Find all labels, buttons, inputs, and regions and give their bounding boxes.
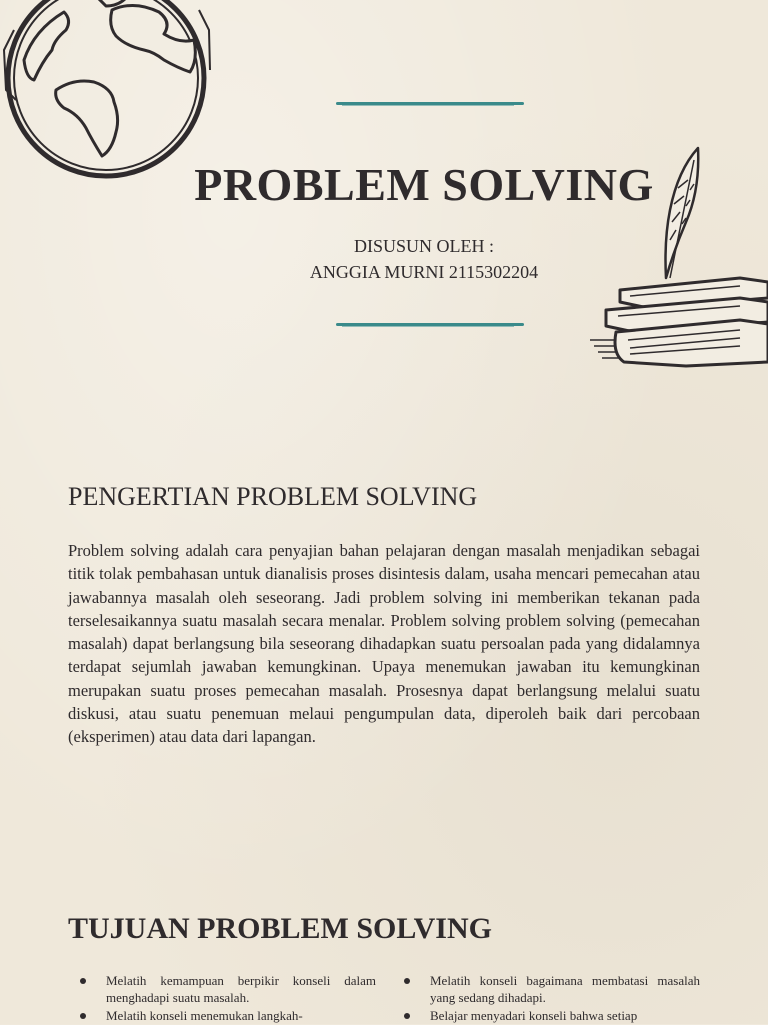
author-block: [0, 233, 768, 285]
list-item: Melatih konseli bagaimana membatasi masalah yang sedang dihadapi.: [430, 973, 700, 1005]
tujuan-list-right: [430, 972, 700, 1025]
page-title: PROBLEM SOLVING: [194, 159, 654, 210]
pengertian-paragraph: Problem solving adalah cara penyajian bahan pelajaran dengan masalah menjadikan sebagai titik tolak pembahasan untuk dianalisis proses disintesis dalam, usaha mencari pemecahan atau jawabannya masalah oleh seseorang. Jadi problem solving ini memberikan tekanan pada terselesaikannya suatu masalah secara menalar. Problem solving problem solving (pemecahan masalah) dapat berlangsung bila seseorang dihadapkan suatu persoalan pada yang didalamnya terdapat sejumlah jawaban kemungkinan. Upaya menemukan jawaban itu kemungkinan merupakan suatu proses pemecahan masalah. Prosesnya dapat berlangsung melalui suatu diskusi, atau suatu penemuan melaui pengumpulan data, diperoleh baik dari percobaan (eksperimen) atau data dari lapangan.: [68, 541, 700, 747]
section-heading-pengertian: PENGERTIAN PROBLEM SOLVING: [68, 482, 478, 511]
author-label: DISUSUN OLEH :: [353, 236, 494, 256]
list-item: Melatih konseli menemukan langkah-: [106, 1007, 376, 1024]
decorative-line-bottom: [336, 323, 524, 326]
author-name: ANGGIA MURNI 2115302204: [309, 262, 539, 282]
decorative-line-top: [336, 102, 524, 105]
list-item: Belajar menyadari konseli bahwa setiap: [430, 1007, 700, 1024]
tujuan-list-left: [106, 972, 376, 1025]
list-item: Melatih kemampuan berpikir konseli dalam menghadapi suatu masalah.: [106, 973, 376, 1005]
section-heading-tujuan: TUJUAN PROBLEM SOLVING: [68, 912, 492, 945]
